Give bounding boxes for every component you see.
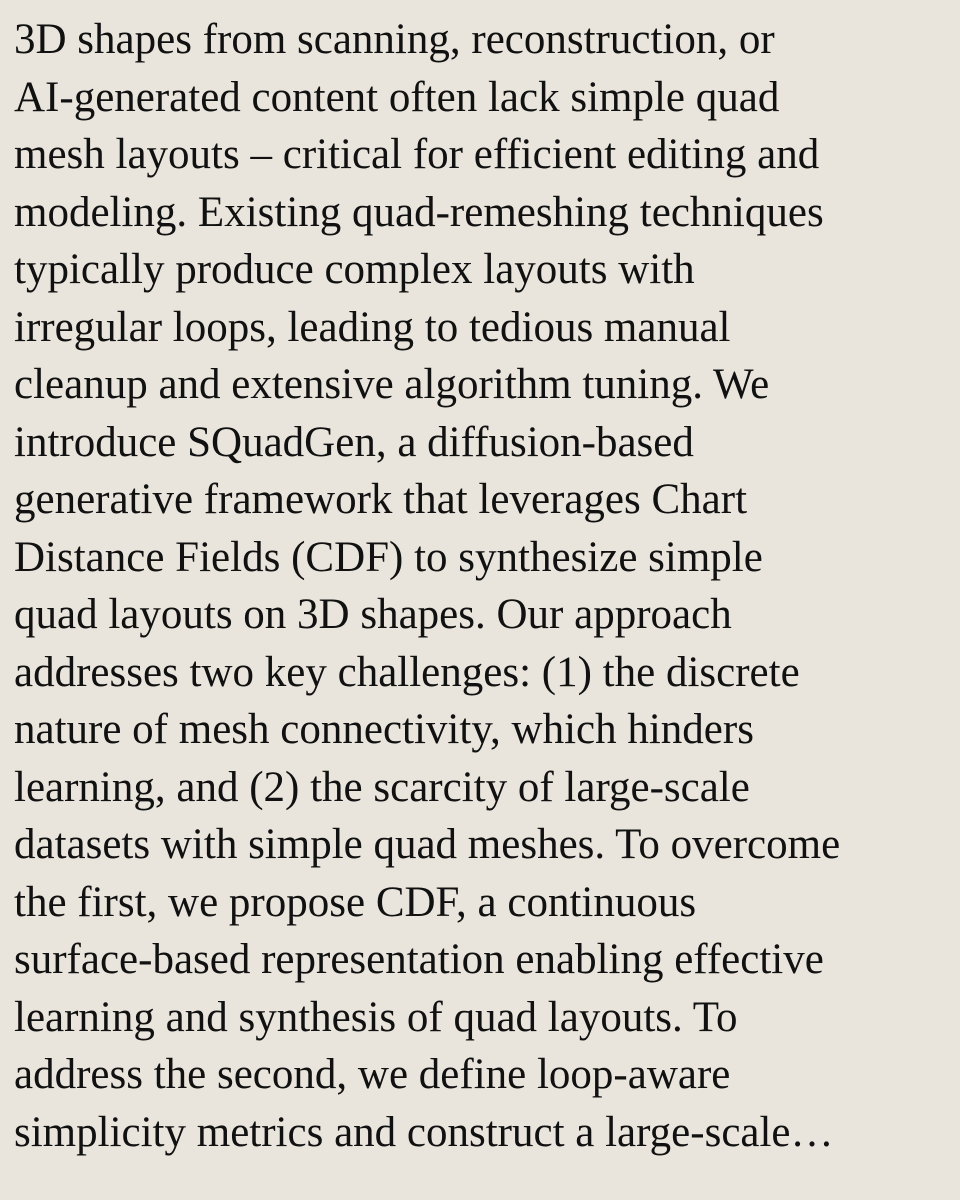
abstract-line-7: cleanup and extensive algorithm tuning. We xyxy=(14,361,770,408)
abstract-line-12: addresses two key challenges: (1) the discrete xyxy=(14,648,800,696)
abstract-line-16: the first, we propose CDF, a continuous xyxy=(14,878,697,926)
abstract-line-9: generative framework that leverages Chart xyxy=(14,476,748,523)
abstract-paragraph xyxy=(14,11,952,1161)
abstract-line-4: modeling. Existing quad-remeshing techniques xyxy=(14,188,824,236)
abstract-line-5: typically produce complex layouts with xyxy=(14,246,695,293)
abstract-line-13: nature of mesh connectivity, which hinders xyxy=(14,706,754,753)
abstract-line-14: learning, and (2) the scarcity of large-scale xyxy=(14,763,750,811)
abstract-line-19: address the second, we define loop-aware xyxy=(14,1051,731,1098)
abstract-line-6: irregular loops, leading to tedious manual xyxy=(14,303,731,351)
abstract-line-20: simplicity metrics and construct a large-scale… xyxy=(14,1108,834,1156)
abstract-line-11: quad layouts on 3D shapes. Our approach xyxy=(14,591,732,638)
abstract-line-15: datasets with simple quad meshes. To overcome xyxy=(14,821,841,868)
abstract-line-17: surface-based representation enabling effective xyxy=(14,936,824,983)
abstract-line-3: mesh layouts – critical for efficient editing and xyxy=(14,131,820,178)
abstract-line-18: learning and synthesis of quad layouts. To xyxy=(14,993,738,1041)
abstract-line-8: introduce SQuadGen, a diffusion-based xyxy=(14,418,694,466)
abstract-line-2: AI-generated content often lack simple quad xyxy=(14,73,780,121)
abstract-line-1: 3D shapes from scanning, reconstruction, or xyxy=(14,16,775,63)
abstract-line-10: Distance Fields (CDF) to synthesize simple xyxy=(14,533,763,581)
